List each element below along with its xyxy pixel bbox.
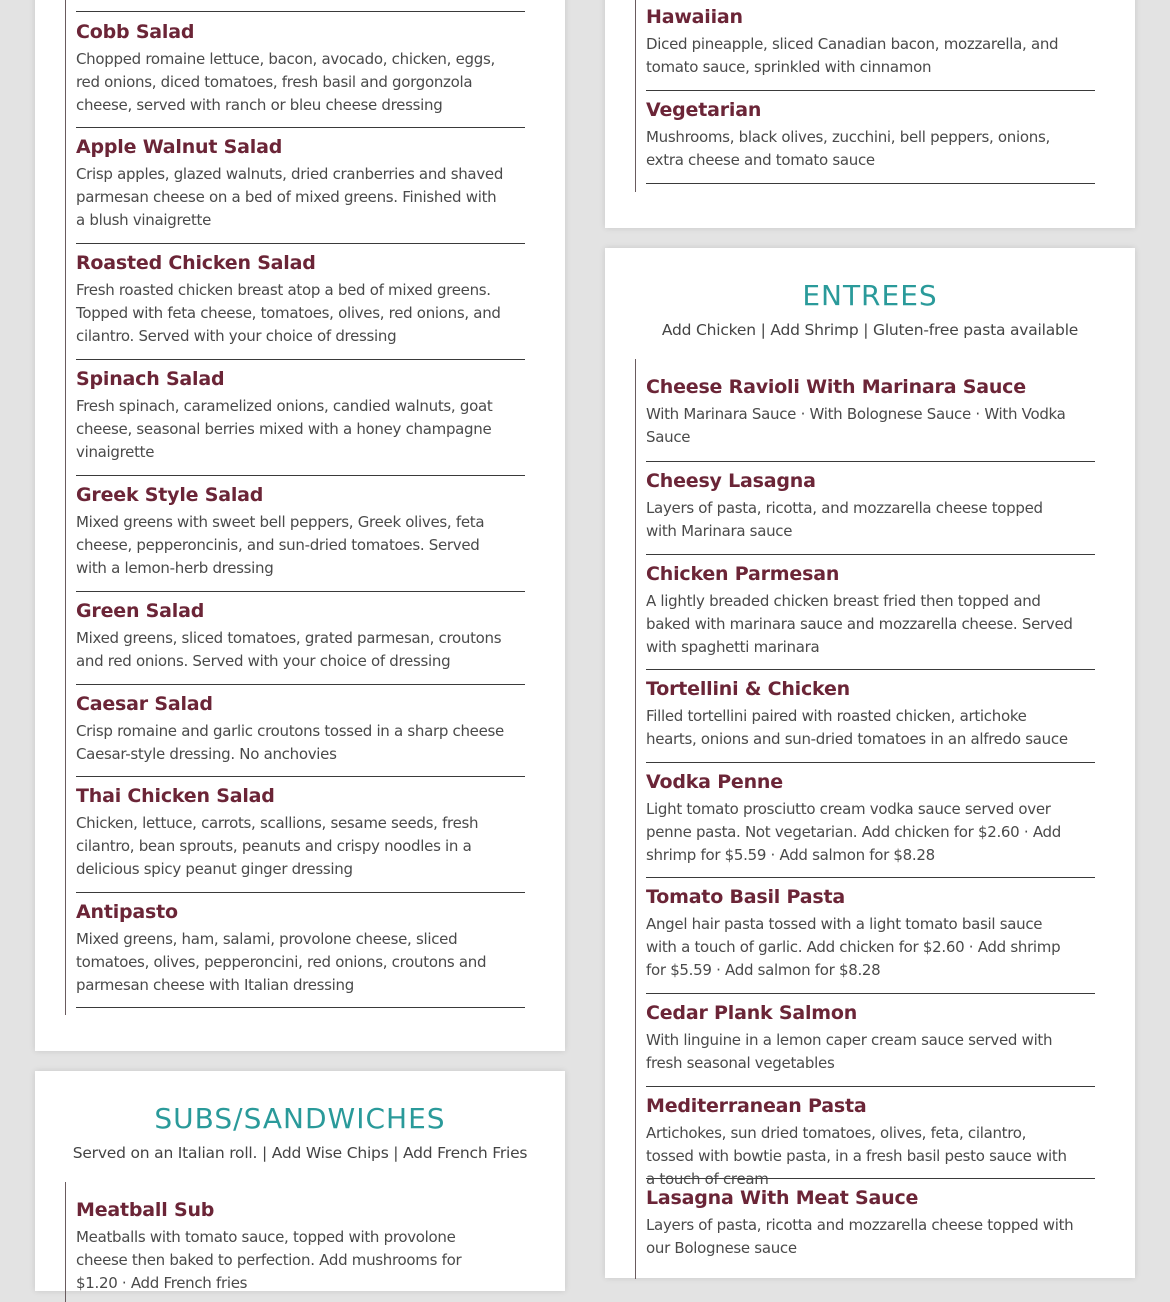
item-name: Greek Style Salad <box>76 484 264 506</box>
menu-item[interactable] <box>646 670 1095 763</box>
subs-list <box>65 1182 525 1302</box>
item-name: Cedar Plank Salmon <box>646 1002 858 1024</box>
item-description: Layers of pasta, ricotta and mozzarella cheese topped with our Bolognese sauce <box>646 1216 1074 1257</box>
menu-item[interactable] <box>76 12 525 128</box>
section-title: ENTREES <box>802 279 938 312</box>
menu-item[interactable] <box>76 685 525 777</box>
menu-item[interactable] <box>76 476 525 592</box>
item-name: Chicken Parmesan <box>646 563 840 585</box>
item-description: Mixed greens, sliced tomatoes, grated parmesan, croutons and red onions. Served with your choice of dressing <box>76 629 502 670</box>
menu-item[interactable] <box>646 462 1095 555</box>
item-description: Chicken, lettuce, carrots, scallions, sesame seeds, fresh cilantro, bean sprouts, peanuts and crispy noodles in a delicious spicy peanut ginger dressing <box>76 814 479 878</box>
pizzas-list <box>635 0 1095 192</box>
item-description: With linguine in a lemon caper cream sauce served with fresh seasonal vegetables <box>646 1031 1053 1072</box>
section-subtitle: Add Chicken | Add Shrimp | Gluten-free pasta available <box>661 321 1079 339</box>
item-name: Roasted Chicken Salad <box>76 252 316 274</box>
item-name: Vodka Penne <box>646 771 783 793</box>
item-name: Spinach Salad <box>76 368 225 390</box>
item-description: Chopped romaine lettuce, bacon, avocado, chicken, eggs, red onions, diced tomatoes, fresh basil and gorgonzola cheese, served with ranch or bleu cheese dressing <box>76 50 495 114</box>
item-description: Mixed greens with sweet bell peppers, Greek olives, feta cheese, pepperoncinis, and sun-dried tomatoes. Served with a lemon-herb dressing <box>76 513 485 577</box>
item-name: Vegetarian <box>646 99 762 121</box>
entrees-list <box>635 359 1095 1279</box>
menu-item[interactable] <box>646 359 1095 462</box>
item-name: Hawaiian <box>646 6 743 28</box>
item-description: Meatballs with tomato sauce, topped with provolone cheese then baked to perfection. Add mushrooms for $1.20 · Add French fries <box>76 1228 462 1292</box>
item-name: Tomato Basil Pasta <box>646 886 845 908</box>
menu-item[interactable] <box>76 244 525 360</box>
item-name: Thai Chicken Salad <box>76 785 275 807</box>
item-description: Mushrooms, black olives, zucchini, bell peppers, onions, extra cheese and tomato sauce <box>646 128 1050 169</box>
menu-item[interactable] <box>76 592 525 685</box>
menu-item[interactable] <box>646 0 1095 91</box>
menu-item[interactable] <box>646 91 1095 184</box>
item-description: Mixed greens, ham, salami, provolone cheese, sliced tomatoes, olives, pepperoncini, red onions, croutons and parmesan cheese with Italian dressing <box>76 930 487 994</box>
item-name: Tortellini & Chicken <box>646 678 850 700</box>
item-description: Light tomato prosciutto cream vodka sauce served over penne pasta. Not vegetarian. Add chicken for $2.60 · Add shrimp for $5.59 · Add salmon for $8.28 <box>646 800 1061 864</box>
item-name: Cobb Salad <box>76 21 195 43</box>
item-name: Apple Walnut Salad <box>76 136 283 158</box>
item-name: Meatball Sub <box>76 1199 215 1221</box>
item-name: Antipasto <box>76 901 178 923</box>
item-name: Lasagna With Meat Sauce <box>646 1187 919 1209</box>
menu-item[interactable] <box>646 878 1095 994</box>
item-description: Fresh roasted chicken breast atop a bed of mixed greens. Topped with feta cheese, tomatoes, olives, red onions, and cilantro. Served with your choice of dressing <box>76 281 501 345</box>
item-description: Angel hair pasta tossed with a light tomato basil sauce with a touch of garlic. Add chicken for $2.60 · Add shrimp for $5.59 · Add salmon for $8.28 <box>646 915 1061 979</box>
entrees-panel <box>605 248 1135 1278</box>
pizzas-panel <box>605 0 1135 228</box>
menu-item[interactable] <box>76 1182 525 1302</box>
item-name: Caesar Salad <box>76 693 213 715</box>
item-name: Cheese Ravioli With Marinara Sauce <box>646 376 1026 398</box>
salads-list <box>65 0 525 1015</box>
menu-item[interactable] <box>646 1179 1095 1279</box>
menu-item[interactable] <box>646 994 1095 1087</box>
item-description: A lightly breaded chicken breast fried then topped and baked with marinara sauce and mozzarella cheese. Served with spaghetti marinara <box>646 592 1073 656</box>
menu-item[interactable] <box>76 128 525 244</box>
menu-item[interactable] <box>76 893 525 1008</box>
menu-item[interactable] <box>646 763 1095 878</box>
subs-panel <box>35 1071 565 1291</box>
item-description: Fresh spinach, caramelized onions, candied walnuts, goat cheese, seasonal berries mixed with a honey champagne vinaigrette <box>76 397 493 461</box>
item-description: Artichokes, sun dried tomatoes, olives, feta, cilantro, tossed with bowtie pasta, in a fresh basil pesto sauce with a touch of cream <box>646 1124 1067 1188</box>
item-name: Green Salad <box>76 600 205 622</box>
section-subtitle: Served on an Italian roll. | Add Wise Chips | Add French Fries <box>72 1144 528 1162</box>
menu-item[interactable] <box>646 1087 1095 1188</box>
menu-item[interactable] <box>76 777 525 893</box>
divider <box>76 0 525 12</box>
salads-panel <box>35 0 565 1051</box>
item-description: Diced pineapple, sliced Canadian bacon, mozzarella, and tomato sauce, sprinkled with cinnamon <box>646 35 1059 76</box>
menu-item[interactable] <box>646 555 1095 670</box>
section-title: SUBS/SANDWICHES <box>154 1102 446 1135</box>
menu-item[interactable] <box>76 360 525 476</box>
item-description: Crisp romaine and garlic croutons tossed in a sharp cheese Caesar-style dressing. No anchovies <box>76 722 504 763</box>
item-name: Mediterranean Pasta <box>646 1095 867 1117</box>
item-name: Cheesy Lasagna <box>646 470 816 492</box>
item-description: Crisp apples, glazed walnuts, dried cranberries and shaved parmesan cheese on a bed of mixed greens. Finished with a blush vinaigrette <box>76 165 504 229</box>
item-description: With Marinara Sauce · With Bolognese Sauce · With Vodka Sauce <box>646 405 1066 446</box>
item-description: Filled tortellini paired with roasted chicken, artichoke hearts, onions and sun-dried tomatoes in an alfredo sauce <box>646 707 1068 748</box>
item-description: Layers of pasta, ricotta, and mozzarella cheese topped with Marinara sauce <box>646 499 1043 540</box>
